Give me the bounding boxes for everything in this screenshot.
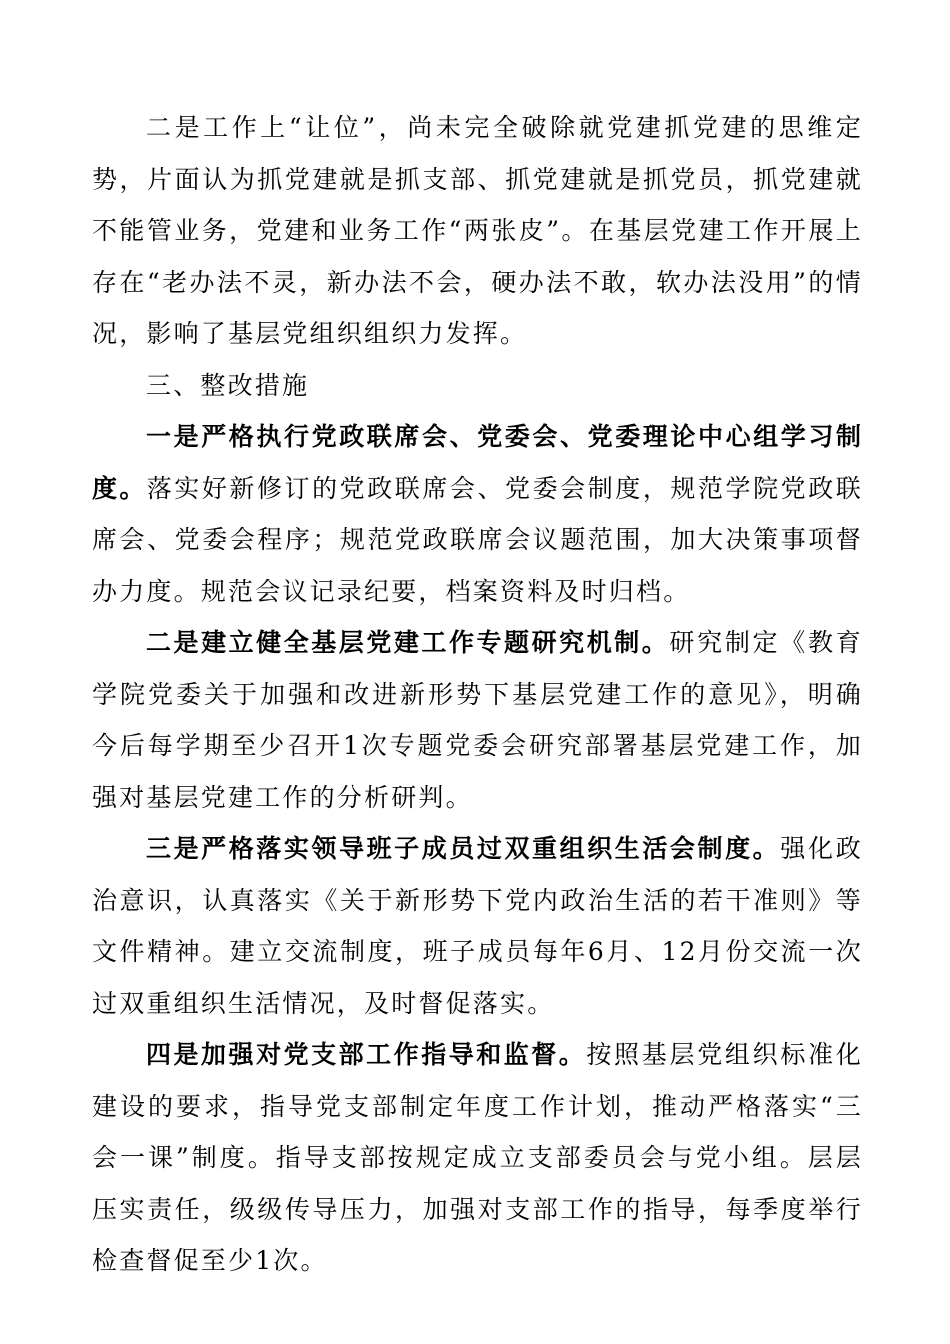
measure-body-4: 按照基层党组织标准化建设的要求，指导党支部制定年度工作计划，推动严格落实“三会一课”制度。指导支部按规定成立支部委员会与党小组。层层压实责任，级级传导压力，加强对支部工作的指导，每季度举行检查督促至少1次。 <box>92 1040 863 1275</box>
measure-body-1: 落实好新修订的党政联席会、党委会制度，规范学院党政联席会、党委会程序；规范党政联席会议题范围，加大决策事项督办力度。规范会议记录纪要，档案资料及时归档。 <box>92 473 863 606</box>
measure-body-3: 强化政治意识，认真落实《关于新形势下党内政治生活的若干准则》等文件精神。建立交流制度，班子成员每年6月、12月份交流一次过双重组织生活情况，及时督促落实。 <box>92 834 863 1018</box>
document-body <box>92 102 863 1287</box>
measure-title-3: 三是严格落实领导班子成员过双重组织生活会制度。 <box>146 834 781 863</box>
measure-paragraph-4 <box>92 1029 863 1287</box>
paragraph-intro <box>92 102 863 360</box>
measure-title-2: 二是建立健全基层党建工作专题研究机制。 <box>146 628 670 657</box>
section-heading <box>92 360 863 412</box>
measure-paragraph-1 <box>92 411 863 617</box>
measure-title-4: 四是加强对党支部工作指导和监督。 <box>146 1040 587 1069</box>
measure-paragraph-2 <box>92 617 863 823</box>
paragraph-intro-text: 二是工作上“让位”，尚未完全破除就党建抓党建的思维定势，片面认为抓党建就是抓支部、抓党建就是抓党员，抓党建就不能管业务，党建和业务工作“两张皮”。在基层党建工作开展上存在“老办法不灵，新办法不会，硬办法不敢，软办法没用”的情况，影响了基层党组织组织力发挥。 <box>92 113 863 348</box>
measure-title-1: 一是严格执行党政联席会、党委会、党委理论中心组学习制度。 <box>92 422 863 503</box>
section-heading-text: 三、整改措施 <box>146 370 310 400</box>
measure-paragraph-3 <box>92 823 863 1029</box>
measure-body-2: 研究制定《教育学院党委关于加强和改进新形势下基层党建工作的意见》，明确今后每学期至少召开1次专题党委会研究部署基层党建工作，加强对基层党建工作的分析研判。 <box>92 628 863 812</box>
